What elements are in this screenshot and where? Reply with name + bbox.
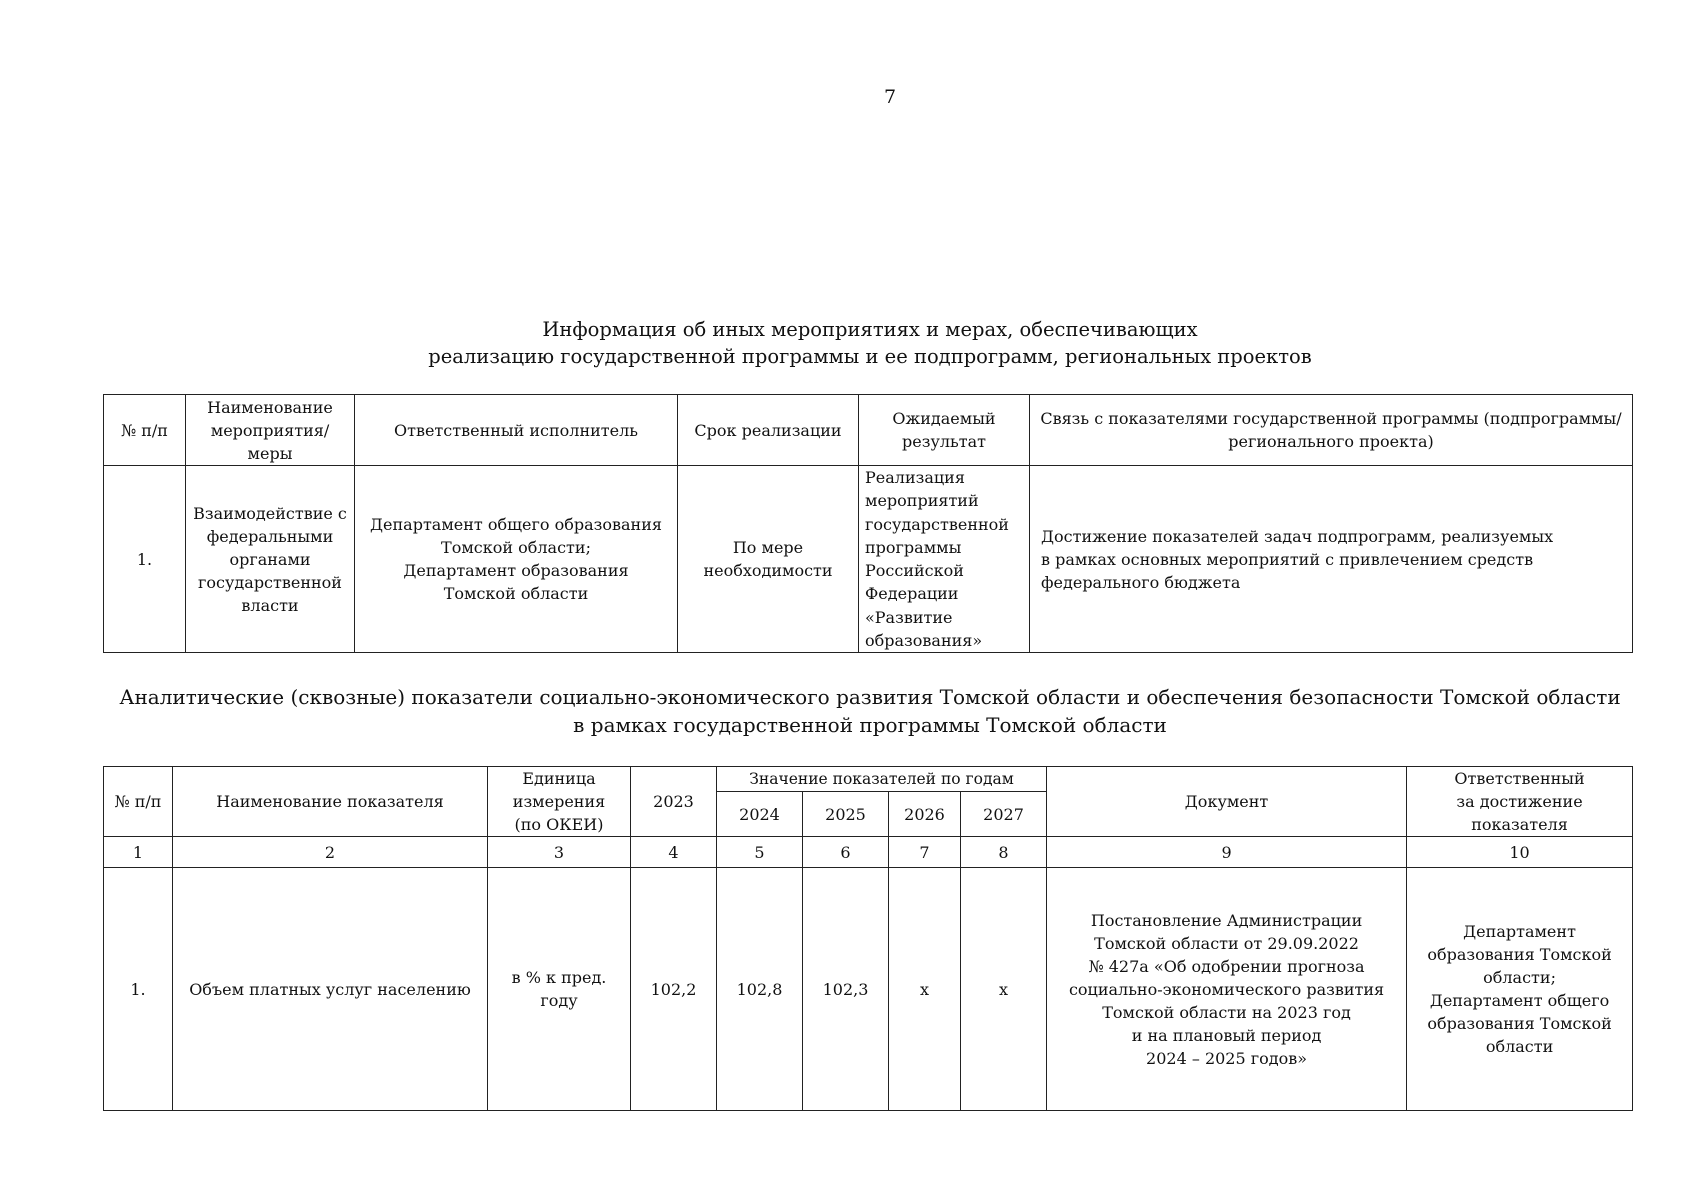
indicators-table [103,766,1633,1111]
indicator-link [1030,466,1633,653]
header-unit-line: (по ОКЕИ) [514,815,604,834]
indicator-link-line: Достижение показателей задач подпрограмм, реализуемых [1041,526,1554,546]
section1-title-line: Информация об иных мероприятиях и мерах, обеспечивающих [542,318,1198,341]
header-term: Срок реализации [678,395,859,466]
measure-name: Взаимодействие с федеральными органами государственной власти [186,466,355,653]
header-year-2024: 2024 [717,792,803,837]
section2-title-line: в рамках государственной программы Томской области [573,713,1167,737]
expected-result: Реализация мероприятий государственной программы Российской Федерации «Развитие образования» [859,466,1030,653]
executor-line: Департамент общего образования [370,515,662,535]
responsible-line: области [1485,1037,1554,1056]
responsible-line: образования Томской [1427,945,1612,964]
document-line: и на плановый период [1131,1025,1322,1045]
responsible [1407,868,1633,1111]
table-row [104,868,1633,1111]
column-number: 3 [488,837,631,868]
executor-line: Томской области; [441,538,591,558]
header-year-2027: 2027 [961,792,1047,837]
measures-table [103,394,1633,653]
row-num: 1. [104,466,186,653]
indicator-link-line: в рамках основных мероприятий с привлечением средств [1041,549,1534,569]
responsible-line: Департамент [1463,922,1576,941]
responsible-line: области; [1483,968,1556,987]
header-responsible [1407,767,1633,837]
column-number: 8 [961,837,1047,868]
header-unit-line: измерения [512,792,606,811]
executor-line: Томской области [443,584,589,604]
header-document: Документ [1047,767,1407,837]
header-num: № п/п [104,395,186,466]
document-line: 2024 – 2025 годов» [1146,1048,1308,1068]
responsible-line: образования Томской [1427,1014,1612,1033]
document-ref [1047,868,1407,1111]
document-line: Постановление Администрации [1090,910,1363,930]
header-indicator-name: Наименование показателя [173,767,488,837]
section2-title [105,683,1635,739]
indicator-name: Объем платных услуг населению [173,868,488,1111]
document-line: Томской области от 29.09.2022 [1094,933,1359,953]
header-result: Ожидаемый результат [859,395,1030,466]
header-years-group: Значение показателей по годам [717,767,1047,792]
header-responsible-line: за достижение [1456,792,1583,811]
section1-title [105,316,1635,370]
term: По мере необходимости [678,466,859,653]
column-number: 7 [889,837,961,868]
indicator-unit: в % к пред. году [488,868,631,1111]
page-number: 7 [883,86,897,108]
value-2025: 102,3 [803,868,889,1111]
document-line: Томской области на 2023 год [1102,1002,1351,1022]
column-number: 4 [631,837,717,868]
section2-title-line: Аналитические (сквозные) показатели социально-экономического развития Томской области и обеспечения безопасности Томской области [119,685,1621,709]
column-number: 2 [173,837,488,868]
value-2023: 102,2 [631,868,717,1111]
value-2024: 102,8 [717,868,803,1111]
header-link: Связь с показателями государственной программы (подпрограммы/регионального проекта) [1030,395,1633,466]
header-responsible-line: Ответственный [1454,769,1585,788]
header-year-2026: 2026 [889,792,961,837]
header-num: № п/п [104,767,173,837]
column-number-row [104,837,1633,868]
header-year-2025: 2025 [803,792,889,837]
column-number: 6 [803,837,889,868]
row-num: 1. [104,868,173,1111]
header-year-2023: 2023 [631,767,717,837]
header-measure-name: Наименование мероприятия/ меры [186,395,355,466]
table-row [104,466,1633,653]
header-unit-line: Единица [522,769,596,788]
column-number: 10 [1407,837,1633,868]
indicator-link-line: федерального бюджета [1041,572,1241,592]
header-unit [488,767,631,837]
section1-title-line: реализацию государственной программы и ее подпрограмм, региональных проектов [428,345,1312,368]
executor-line: Департамент образования [403,561,629,581]
column-number: 5 [717,837,803,868]
responsible-line: Департамент общего [1429,991,1610,1010]
document-line: социально-экономического развития [1068,979,1385,999]
header-executor: Ответственный исполнитель [355,395,678,466]
column-number: 9 [1047,837,1407,868]
executor [355,466,678,653]
value-2026: х [889,868,961,1111]
document-line: № 427а «Об одобрении прогноза [1088,956,1365,976]
header-responsible-line: показателя [1471,815,1568,834]
table-header-row [104,395,1633,466]
table-header-row [104,767,1633,792]
column-number: 1 [104,837,173,868]
value-2027: х [961,868,1047,1111]
